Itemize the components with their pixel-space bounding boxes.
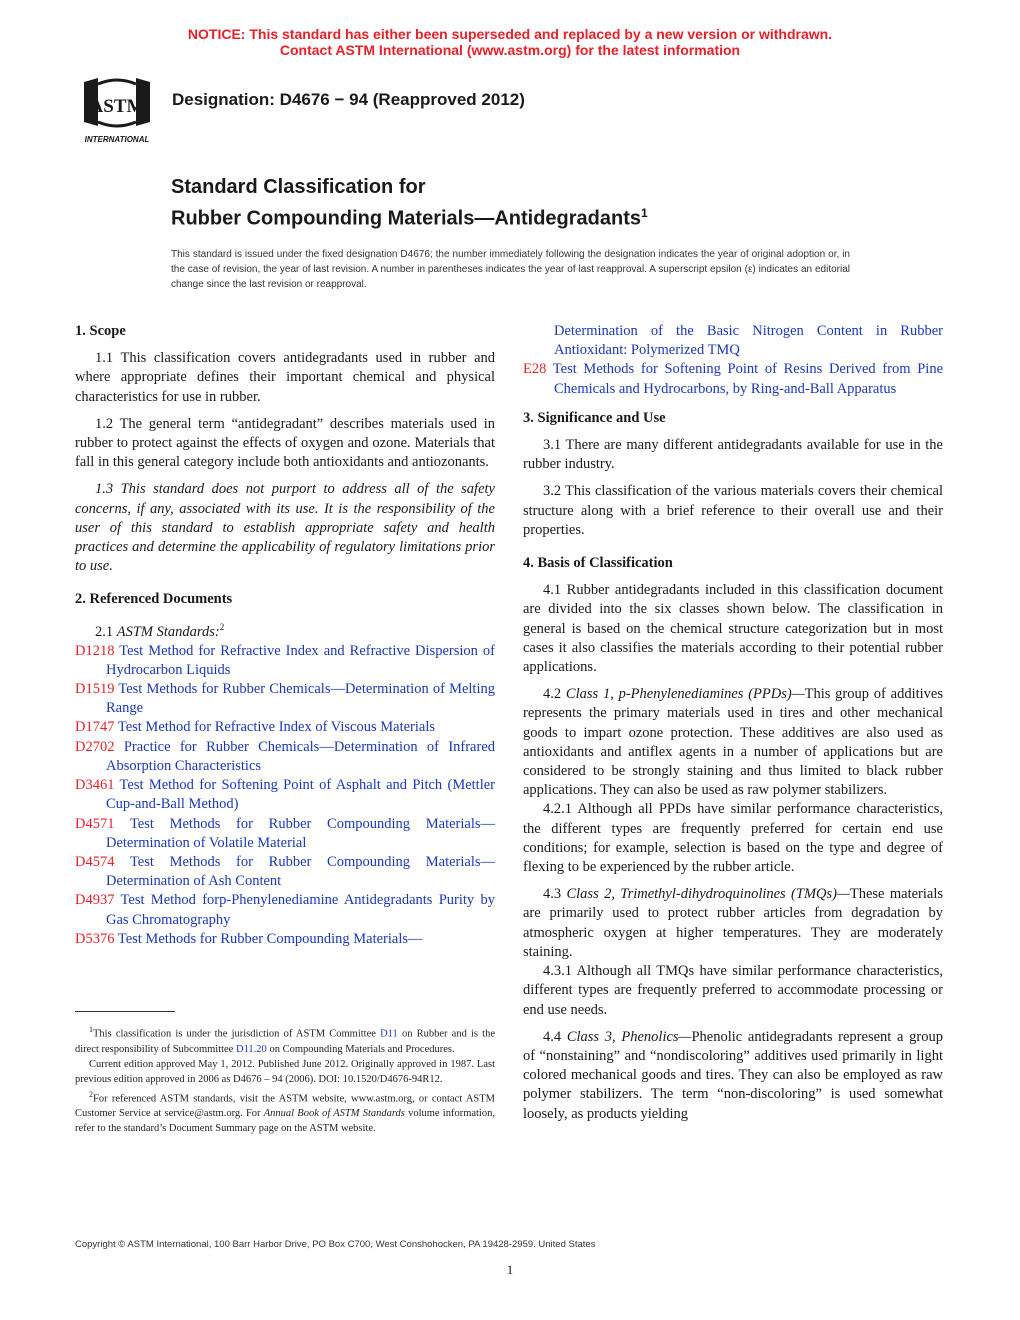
ref-d1218[interactable]: D1218 Test Method for Refractive Index and Refractive Dispersion of Hydrocarbon Liquids xyxy=(75,642,495,678)
para-1-2: 1.2 The general term “antidegradant” describes materials used in rubber to protect against the effects of oxygen and ozone. Materials that fall in this general category include both antioxidants and antiozonants. xyxy=(75,415,495,471)
para-1-1: 1.1 This classification covers antidegradants used in rubber and where appropriate defines their important chemical and physical characteristics for use in rubber. xyxy=(75,350,495,405)
notice-banner xyxy=(0,26,1020,58)
copyright: Copyright © ASTM International, 100 Barr Harbor Drive, PO Box C700, West Conshohocken, PA 19428-2959. United States xyxy=(75,1239,596,1250)
issued-note: This standard is issued under the fixed designation D4676; the number immediately following the designation indicates the year of original adoption or, in the case of revision, the year of last revision. A number in parentheses indicates the year of last reapproval. A superscript epsilon (ε) indicates an editorial change since the last revision or reapproval. xyxy=(171,249,850,290)
para-4-4: 4.4 Class 3, Phenolics—Phenolic antidegradants represent a group of “nonstaining” and “nondiscoloring” additives used primarily in light colored mechanical goods and tires. They can also be employed as raw polymer stabilizers. The term “non-discoloring” is used somewhat loosely, as products yielding xyxy=(523,1028,943,1122)
svg-text:ASTM: ASTM xyxy=(89,96,145,117)
footnote-1-approval: Current edition approved May 1, 2012. Published June 2012. Originally approved in 1987. Last previous edition approved in 2006 as D4676 – 94 (2006). DOI: 10.1520/D4676-94R12. xyxy=(75,1058,495,1085)
footnote-link-d11-20[interactable]: D11.20 xyxy=(235,1043,267,1055)
svg-text:INTERNATIONAL: INTERNATIONAL xyxy=(84,135,150,144)
title-footnote-mark[interactable]: 1 xyxy=(641,206,648,220)
section-1-heading: 1. Scope xyxy=(75,323,126,339)
para-4-3-1: 4.3.1 Although all TMQs have similar performance characteristics, different types are frequently preferred to accommodate processing or end use needs. xyxy=(523,963,943,1018)
right-column xyxy=(523,322,943,1124)
section-4-heading: 4. Basis of Classification xyxy=(523,555,673,572)
astm-logo xyxy=(74,74,160,146)
notice-line-2: Contact ASTM International (www.astm.org) for the latest information xyxy=(279,42,741,58)
title-line-1: Standard Classification for xyxy=(171,176,426,198)
ref-d5376-continued[interactable]: Determination of the Basic Nitrogen Content in Rubber Antioxidant: Polymerized TMQ xyxy=(554,323,943,359)
section-3-heading: 3. Significance and Use xyxy=(523,409,666,426)
para-4-2-1: 4.2.1 Although all PPDs have similar performance characteristics, the different types are frequently preferred for certain end use conditions; for example, selection is based on the type and degree of flexing to be experienced by the rubber article. xyxy=(523,801,943,876)
para-1-3: 1.3 This standard does not purport to address all of the safety concerns, if any, associated with its use. It is the responsibility of the user of this standard to establish appropriate safety and health practices and determine the applicability of regulatory limitations prior to use. xyxy=(75,481,495,575)
para-3-1: 3.1 There are many different antidegradants available for use in the rubber industry. xyxy=(523,437,943,473)
designation: Designation: D4676 − 94 (Reapproved 2012) xyxy=(172,90,525,109)
para-4-1: 4.1 Rubber antidegradants included in this classification document are divided into the six classes shown below. The classification in general is based on the chemical structure categorization but in most cases it also classifies the materials according to their potential rubber applications. xyxy=(523,582,943,676)
para-2-1: 2.1 ASTM Standards:$^2$ xyxy=(95,621,225,640)
ref-d4574[interactable]: D4574 Test Methods for Rubber Compounding Materials—Determination of Ash Content xyxy=(75,853,495,890)
footnote-rule xyxy=(75,1011,175,1012)
left-column xyxy=(75,322,495,949)
title-line-2: Rubber Compounding Materials—Antidegradants$^1$ xyxy=(171,206,648,230)
ref-d4937[interactable]: D4937 Test Method forp-Phenylenediamine Antidegradants Purity by Gas Chromatography xyxy=(75,892,495,928)
ref-d4571[interactable]: D4571 Test Methods for Rubber Compounding Materials—Determination of Volatile Material xyxy=(75,815,495,851)
ref-d1747[interactable]: D1747 Test Method for Refractive Index of Viscous Materials xyxy=(75,719,436,736)
notice-line-1: NOTICE: This standard has either been superseded and replaced by a new version or withdrawn. xyxy=(187,26,833,42)
ref-d3461[interactable]: D3461 Test Method for Softening Point of Asphalt and Pitch (Mettler Cup-and-Ball Method) xyxy=(75,777,495,813)
footnotes xyxy=(75,1022,495,1136)
para-4-2: 4.2 Class 1, p-Phenylenediamines (PPDs)—This group of additives represents the primary materials used in tires and other mechanical goods to impart ozone protection. These additives are also used as antioxidants and antiflex agents in a number of applications but are considered to be strongly staining and thus limited to black rubber applications. They can also be used as raw polymer stabilizers. xyxy=(523,686,943,799)
ref-d1519[interactable]: D1519 Test Methods for Rubber Chemicals—Determination of Melting Range xyxy=(75,681,495,717)
footnote-2: $^2$For referenced ASTM standards, visit the ASTM website, www.astm.org, or contact ASTM Customer Service at service@astm.org. For Annual Book of ASTM Standards volume information, refer to the standard’s Document Summary page on the ASTM website. xyxy=(75,1089,495,1134)
page-number: 1 xyxy=(506,1262,514,1277)
ref-e28[interactable]: E28 Test Methods for Softening Point of Resins Derived from Pine Chemicals and Hydrocarbons, by Ring-and-Ball Apparatus xyxy=(523,361,944,397)
ref-d2702[interactable]: D2702 Practice for Rubber Chemicals—Determination of Infrared Absorption Characteristics xyxy=(75,738,496,774)
para-4-3: 4.3 Class 2, Trimethyl-dihydroquinolines (TMQs)—These materials are primarily used to protect rubber articles from degradation by atmospheric oxygen at higher temperatures. They are moderately staining. xyxy=(523,886,943,960)
ref-d5376[interactable]: D5376 Test Methods for Rubber Compounding Materials— xyxy=(75,930,423,947)
document-title xyxy=(171,174,648,232)
para-3-2: 3.2 This classification of the various materials covers their chemical structure along with a brief reference to their overall use and their properties. xyxy=(523,483,943,538)
footnote-link-d11[interactable]: D11 xyxy=(380,1028,398,1040)
section-2-heading: 2. Referenced Documents xyxy=(75,591,233,608)
footnote-1: $^1$This classification is under the jurisdiction of ASTM Committee D11 on Rubber and is the direct responsibility of Subcommittee D11.20 on Compounding Materials and Procedures. xyxy=(75,1025,495,1055)
